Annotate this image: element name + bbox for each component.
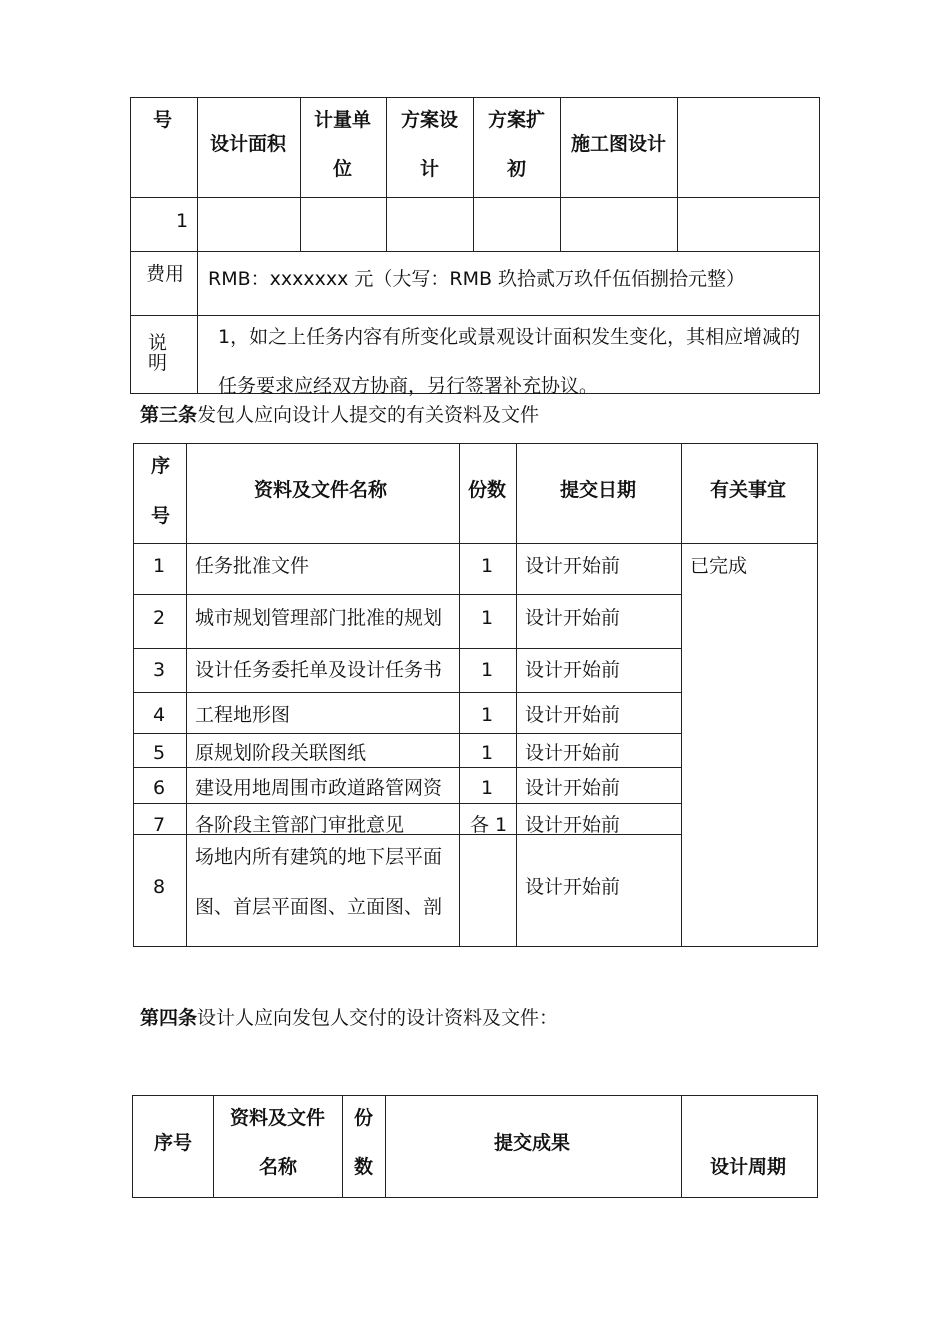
col-divider bbox=[473, 97, 474, 251]
fee-value: RMB：xxxxxxx 元（大写：RMB 玖拾贰万玖仟伍佰捌拾元整） bbox=[208, 268, 746, 290]
row8-date: 设计开始前 bbox=[525, 876, 621, 898]
matters-value: 已完成 bbox=[690, 555, 748, 577]
header-copies: 份数 bbox=[468, 479, 507, 501]
col-divider bbox=[516, 443, 517, 947]
row4-name: 工程地形图 bbox=[195, 704, 291, 726]
row3-copies: 1 bbox=[481, 659, 494, 681]
header-no: 号 bbox=[153, 109, 173, 131]
section3-label: 第三条 bbox=[140, 404, 198, 426]
header-document-name: 资料及文件名称 bbox=[254, 479, 388, 501]
section4-label: 第四条 bbox=[140, 1007, 198, 1029]
row-divider bbox=[133, 767, 681, 768]
header-name-line2: 名称 bbox=[259, 1156, 298, 1178]
row6-no: 6 bbox=[153, 777, 166, 799]
row5-date: 设计开始前 bbox=[525, 742, 621, 764]
fee-label: 费用 bbox=[146, 263, 185, 285]
header-design-period: 设计周期 bbox=[710, 1156, 787, 1178]
row5-name: 原规划阶段关联图纸 bbox=[195, 742, 367, 764]
col-divider bbox=[213, 1095, 214, 1198]
header-construction-design: 施工图设计 bbox=[571, 133, 667, 155]
row-divider bbox=[133, 543, 818, 544]
header-design-area: 设计面积 bbox=[210, 133, 287, 155]
header-expand-line2: 初 bbox=[507, 158, 527, 180]
row7-no: 7 bbox=[153, 814, 166, 836]
col-divider bbox=[681, 443, 682, 947]
row1-name: 任务批准文件 bbox=[195, 555, 310, 577]
col-divider bbox=[560, 97, 561, 251]
header-submit-date: 提交日期 bbox=[560, 479, 637, 501]
note-line1: 1，如之上任务内容有所变化或景观设计面积发生变化，其相应增减的 bbox=[218, 326, 801, 348]
col-divider bbox=[342, 1095, 343, 1198]
row4-no: 4 bbox=[153, 704, 166, 726]
row7-copies: 各 1 bbox=[470, 814, 508, 836]
col-divider bbox=[186, 443, 187, 947]
col-divider bbox=[386, 97, 387, 251]
row8-name-line2: 图、首层平面图、立面图、剖 bbox=[195, 896, 443, 918]
header-no-line1: 序 bbox=[151, 455, 171, 477]
col-divider bbox=[197, 97, 198, 251]
section4-heading bbox=[140, 1009, 558, 1028]
row-divider bbox=[133, 648, 681, 649]
row4-copies: 1 bbox=[481, 704, 494, 726]
header-no: 序号 bbox=[154, 1132, 193, 1154]
row1-no: 1 bbox=[153, 555, 166, 577]
row2-name: 城市规划管理部门批准的规划 bbox=[195, 607, 443, 629]
row2-copies: 1 bbox=[481, 607, 494, 629]
table-border bbox=[133, 443, 818, 947]
row6-date: 设计开始前 bbox=[525, 777, 621, 799]
row-divider bbox=[133, 692, 681, 693]
row7-date: 设计开始前 bbox=[525, 814, 621, 836]
row-divider bbox=[130, 315, 820, 316]
header-copies-line2: 数 bbox=[354, 1156, 374, 1178]
col-divider bbox=[677, 97, 678, 251]
col-divider bbox=[385, 1095, 386, 1198]
section4-text: 设计人应向发包人交付的设计资料及文件： bbox=[197, 1007, 559, 1029]
row7-name: 各阶段主管部门审批意见 bbox=[195, 814, 405, 836]
row-divider bbox=[133, 594, 681, 595]
row8-no: 8 bbox=[153, 876, 166, 898]
section3-heading bbox=[140, 406, 539, 425]
row4-date: 设计开始前 bbox=[525, 704, 621, 726]
col-divider bbox=[681, 1095, 682, 1198]
row-divider bbox=[133, 733, 681, 734]
row6-name: 建设用地周围市政道路管网资 bbox=[195, 777, 443, 799]
header-name-line1: 资料及文件 bbox=[230, 1107, 326, 1129]
row-divider bbox=[133, 803, 681, 804]
row1-date: 设计开始前 bbox=[525, 555, 621, 577]
row1-number: 1 bbox=[176, 210, 189, 232]
row2-date: 设计开始前 bbox=[525, 607, 621, 629]
note-line2: 任务要求应经双方协商，另行签署补充协议。 bbox=[218, 375, 599, 397]
row3-no: 3 bbox=[153, 659, 166, 681]
row6-copies: 1 bbox=[481, 777, 494, 799]
row-divider bbox=[130, 197, 820, 198]
col-divider bbox=[300, 97, 301, 251]
section3-text: 发包人应向设计人提交的有关资料及文件 bbox=[197, 404, 540, 426]
row8-name-line1: 场地内所有建筑的地下层平面 bbox=[195, 846, 443, 868]
row5-copies: 1 bbox=[481, 742, 494, 764]
header-no-line2: 号 bbox=[151, 505, 171, 527]
header-matters: 有关事宜 bbox=[710, 479, 787, 501]
note-label-line1: 说 bbox=[148, 332, 168, 354]
header-unit-line1: 计量单 bbox=[314, 109, 372, 131]
row1-copies: 1 bbox=[481, 555, 494, 577]
note-label-line2: 明 bbox=[148, 352, 168, 374]
row-divider bbox=[130, 251, 820, 252]
header-scheme-line1: 方案设 bbox=[401, 109, 459, 131]
row3-name: 设计任务委托单及设计任务书 bbox=[195, 659, 443, 681]
col-divider bbox=[197, 251, 198, 394]
row5-no: 5 bbox=[153, 742, 166, 764]
row2-no: 2 bbox=[153, 607, 166, 629]
header-submitted-results: 提交成果 bbox=[494, 1132, 571, 1154]
header-expand-line1: 方案扩 bbox=[488, 109, 546, 131]
header-unit-line2: 位 bbox=[333, 158, 353, 180]
row3-date: 设计开始前 bbox=[525, 659, 621, 681]
header-copies-line1: 份 bbox=[354, 1107, 374, 1129]
col-divider bbox=[459, 443, 460, 947]
header-scheme-line2: 计 bbox=[420, 158, 440, 180]
